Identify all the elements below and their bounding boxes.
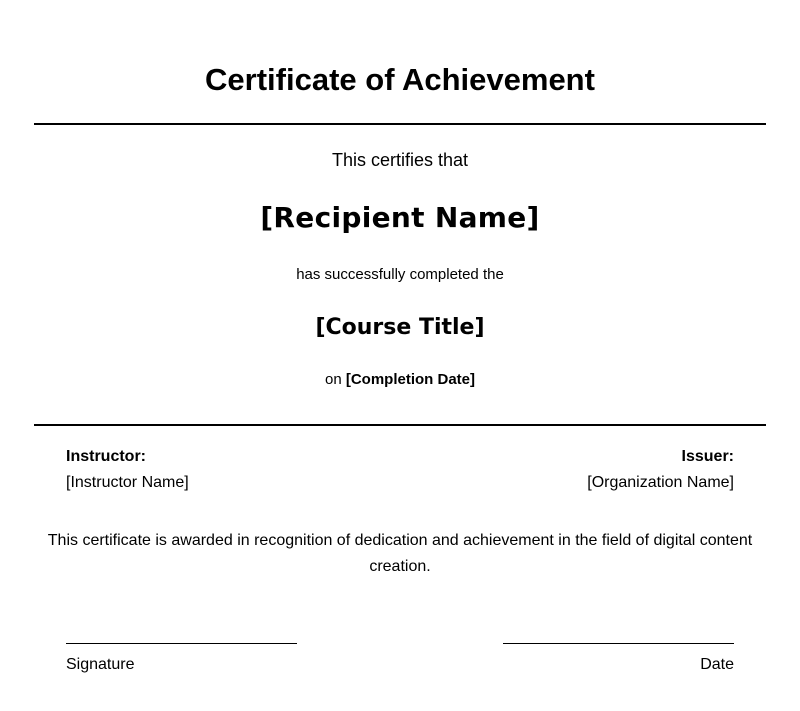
date-label: Date <box>700 656 734 673</box>
completion-date: [Completion Date] <box>345 371 476 388</box>
signature-line <box>66 643 297 644</box>
middle-divider <box>34 424 766 426</box>
completed-text: has successfully completed the <box>296 266 504 283</box>
top-divider <box>34 123 766 125</box>
completion-date-line <box>0 370 800 390</box>
certificate-title: Certificate of Achievement <box>205 62 595 97</box>
course-title: [Course Title] <box>315 315 485 340</box>
recognition-text: This certificate is awarded in recognition of dedication and achievement in the field of digital content creation. <box>47 532 753 575</box>
issuer-label: Issuer: <box>681 448 734 465</box>
date-line <box>503 643 734 644</box>
instructor-name: [Instructor Name] <box>66 474 189 491</box>
recipient-name: [Recipient Name] <box>260 201 540 234</box>
signature-label: Signature <box>66 656 135 673</box>
certifies-text: This certifies that <box>331 150 469 170</box>
organization-name: [Organization Name] <box>587 474 734 491</box>
instructor-label: Instructor: <box>66 448 146 465</box>
on-prefix: on <box>324 371 342 388</box>
